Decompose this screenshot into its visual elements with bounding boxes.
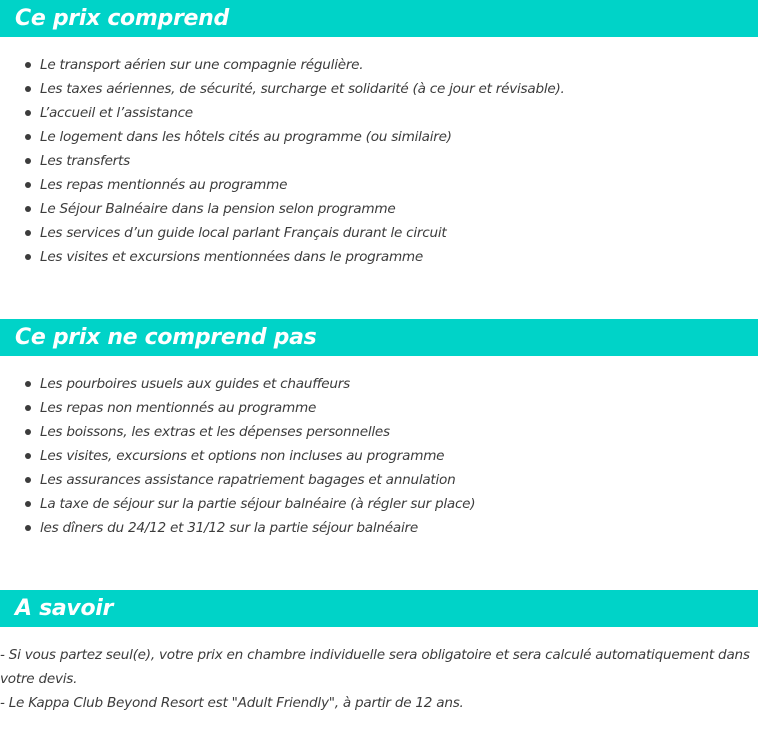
bullet-icon bbox=[25, 477, 31, 483]
note-single-room: - Si vous partez seul(e), votre prix en chambre individuelle sera obligatoire et sera calculé automatiquement dans votre devis. bbox=[0, 647, 750, 687]
list-item bbox=[0, 77, 565, 101]
bullet-icon bbox=[25, 86, 31, 92]
list-item bbox=[0, 173, 565, 197]
list-item-text: Le logement dans les hôtels cités au programme (ou similaire) bbox=[40, 129, 452, 145]
list-item-text: Les visites et excursions mentionnées dans le programme bbox=[40, 249, 424, 265]
list-item bbox=[0, 372, 475, 396]
section-title-included: Ce prix comprend bbox=[15, 6, 229, 31]
bullet-icon bbox=[25, 134, 31, 140]
list-item bbox=[0, 125, 565, 149]
bullet-icon bbox=[25, 230, 31, 236]
list-item bbox=[0, 468, 475, 492]
list-item bbox=[0, 444, 475, 468]
list-item bbox=[0, 245, 565, 269]
list-item bbox=[0, 221, 565, 245]
list-item bbox=[0, 197, 565, 221]
bullet-icon bbox=[25, 254, 31, 260]
list-item bbox=[0, 420, 475, 444]
list-item bbox=[0, 396, 475, 420]
list-item-text: Les assurances assistance rapatriement bagages et annulation bbox=[40, 472, 456, 488]
list-item-text: Les pourboires usuels aux guides et chauffeurs bbox=[40, 376, 350, 392]
list-item-text: L’accueil et l’assistance bbox=[40, 105, 193, 121]
bullet-icon bbox=[25, 501, 31, 507]
note-adult-friendly: - Le Kappa Club Beyond Resort est "Adult Friendly", à partir de 12 ans. bbox=[0, 695, 464, 711]
section-title-good-to-know: A savoir bbox=[15, 596, 114, 621]
list-item bbox=[0, 149, 565, 173]
bullet-icon bbox=[25, 429, 31, 435]
list-item-text: Les visites, excursions et options non incluses au programme bbox=[40, 448, 445, 464]
section-header-included bbox=[0, 0, 758, 37]
section-header-good-to-know bbox=[0, 590, 758, 627]
list-item bbox=[0, 53, 565, 77]
list-item-text: Les boissons, les extras et les dépenses personnelles bbox=[40, 424, 390, 440]
bullet-icon bbox=[25, 381, 31, 387]
included-list bbox=[0, 53, 565, 269]
bullet-icon bbox=[25, 110, 31, 116]
bullet-icon bbox=[25, 453, 31, 459]
list-item bbox=[0, 101, 565, 125]
list-item-text: les dîners du 24/12 et 31/12 sur la partie séjour balnéaire bbox=[40, 520, 418, 536]
bullet-icon bbox=[25, 62, 31, 68]
list-item-text: Le transport aérien sur une compagnie régulière. bbox=[40, 57, 364, 73]
bullet-icon bbox=[25, 182, 31, 188]
list-item-text: Le Séjour Balnéaire dans la pension selon programme bbox=[40, 201, 396, 217]
list-item-text: Les transferts bbox=[40, 153, 130, 169]
bullet-icon bbox=[25, 158, 31, 164]
section-title-excluded: Ce prix ne comprend pas bbox=[15, 325, 317, 350]
list-item-text: Les services d’un guide local parlant Français durant le circuit bbox=[40, 225, 447, 241]
bullet-icon bbox=[25, 405, 31, 411]
list-item-text: Les repas non mentionnés au programme bbox=[40, 400, 317, 416]
list-item bbox=[0, 516, 475, 540]
section-header-excluded bbox=[0, 319, 758, 356]
excluded-list bbox=[0, 372, 475, 540]
bullet-icon bbox=[25, 525, 31, 531]
list-item-text: Les taxes aériennes, de sécurité, surcharge et solidarité (à ce jour et révisable). bbox=[40, 81, 565, 97]
list-item bbox=[0, 492, 475, 516]
good-to-know-notes bbox=[0, 643, 758, 715]
list-item-text: Les repas mentionnés au programme bbox=[40, 177, 288, 193]
bullet-icon bbox=[25, 206, 31, 212]
list-item-text: La taxe de séjour sur la partie séjour balnéaire (à régler sur place) bbox=[40, 496, 476, 512]
